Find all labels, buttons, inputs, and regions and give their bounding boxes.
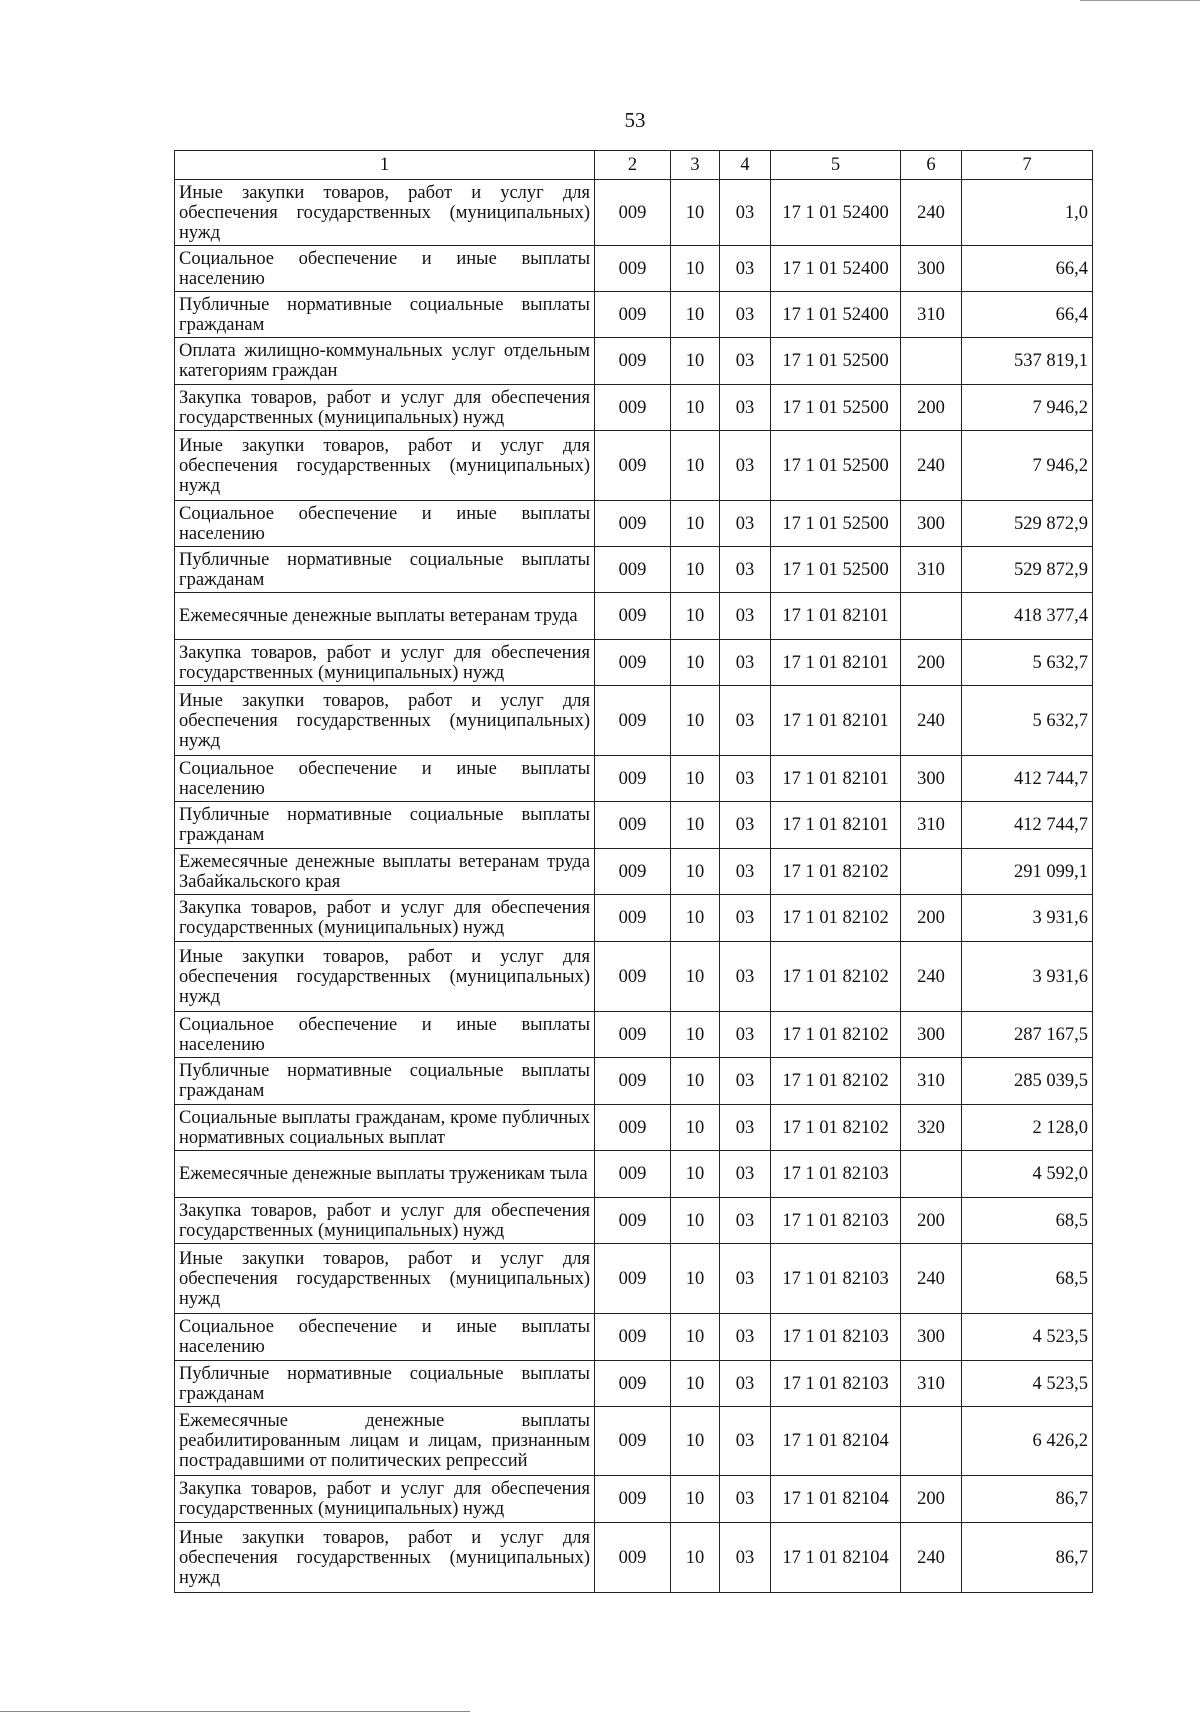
subsection-cell: 03 — [720, 180, 771, 246]
expense-type-cell — [901, 1151, 962, 1198]
expense-type-cell: 300 — [901, 1314, 962, 1361]
expense-type-cell: 310 — [901, 802, 962, 849]
section-cell: 10 — [671, 385, 720, 431]
gov-code-cell: 009 — [595, 1151, 671, 1198]
section-cell: 10 — [671, 547, 720, 593]
gov-code-cell: 009 — [595, 1361, 671, 1407]
row-name-cell: Закупка товаров, работ и услуг для обеспечения государственных (муниципальных) нужд — [175, 1198, 595, 1244]
amount-cell: 6 426,2 — [962, 1407, 1093, 1476]
column-header: 6 — [901, 151, 962, 180]
target-article-cell: 17 1 01 82102 — [771, 1012, 901, 1058]
table-row — [175, 849, 1093, 895]
table-body — [175, 180, 1093, 1593]
table-row — [175, 338, 1093, 385]
table-row — [175, 802, 1093, 849]
column-header: 4 — [720, 151, 771, 180]
target-article-cell: 17 1 01 82104 — [771, 1523, 901, 1593]
target-article-cell: 17 1 01 82102 — [771, 942, 901, 1012]
section-cell: 10 — [671, 686, 720, 756]
expense-type-cell — [901, 1407, 962, 1476]
subsection-cell: 03 — [720, 1523, 771, 1593]
subsection-cell: 03 — [720, 1361, 771, 1407]
budget-table — [174, 150, 1093, 1593]
row-name-cell: Социальное обеспечение и иные выплаты населению — [175, 501, 595, 547]
target-article-cell: 17 1 01 82104 — [771, 1407, 901, 1476]
amount-cell: 3 931,6 — [962, 895, 1093, 942]
gov-code-cell: 009 — [595, 501, 671, 547]
target-article-cell: 17 1 01 82101 — [771, 640, 901, 686]
target-article-cell: 17 1 01 52400 — [771, 246, 901, 292]
gov-code-cell: 009 — [595, 895, 671, 942]
column-header: 5 — [771, 151, 901, 180]
expense-type-cell: 310 — [901, 547, 962, 593]
amount-cell: 412 744,7 — [962, 756, 1093, 802]
row-name-cell: Публичные нормативные социальные выплаты гражданам — [175, 802, 595, 849]
row-name-cell: Иные закупки товаров, работ и услуг для обеспечения государственных (муниципальных) нужд — [175, 431, 595, 501]
section-cell: 10 — [671, 1314, 720, 1361]
table-row — [175, 431, 1093, 501]
table-row — [175, 292, 1093, 338]
scan-edge-line — [1080, 0, 1200, 1]
gov-code-cell: 009 — [595, 431, 671, 501]
subsection-cell: 03 — [720, 802, 771, 849]
row-name-cell: Социальные выплаты гражданам, кроме публичных нормативных социальных выплат — [175, 1105, 595, 1151]
table-row — [175, 501, 1093, 547]
expense-type-cell: 300 — [901, 1012, 962, 1058]
target-article-cell: 17 1 01 82101 — [771, 593, 901, 640]
subsection-cell: 03 — [720, 1012, 771, 1058]
expense-type-cell — [901, 593, 962, 640]
subsection-cell: 03 — [720, 246, 771, 292]
target-article-cell: 17 1 01 52400 — [771, 180, 901, 246]
gov-code-cell: 009 — [595, 686, 671, 756]
subsection-cell: 03 — [720, 1105, 771, 1151]
gov-code-cell: 009 — [595, 180, 671, 246]
subsection-cell: 03 — [720, 1407, 771, 1476]
section-cell: 10 — [671, 1476, 720, 1523]
row-name-cell: Социальное обеспечение и иные выплаты населению — [175, 246, 595, 292]
section-cell: 10 — [671, 1244, 720, 1314]
subsection-cell: 03 — [720, 431, 771, 501]
column-header: 3 — [671, 151, 720, 180]
subsection-cell: 03 — [720, 849, 771, 895]
amount-cell: 66,4 — [962, 246, 1093, 292]
row-name-cell: Ежемесячные денежные выплаты реабилитированным лицам и лицам, признанным пострадавшими от политических репрессий — [175, 1407, 595, 1476]
row-name-cell: Ежемесячные денежные выплаты ветеранам труда — [175, 593, 595, 640]
subsection-cell: 03 — [720, 1476, 771, 1523]
amount-cell: 285 039,5 — [962, 1058, 1093, 1105]
target-article-cell: 17 1 01 52500 — [771, 547, 901, 593]
amount-cell: 1,0 — [962, 180, 1093, 246]
table-row — [175, 1151, 1093, 1198]
section-cell: 10 — [671, 431, 720, 501]
expense-type-cell: 200 — [901, 1198, 962, 1244]
subsection-cell: 03 — [720, 547, 771, 593]
amount-cell: 68,5 — [962, 1244, 1093, 1314]
table-row — [175, 385, 1093, 431]
amount-cell: 287 167,5 — [962, 1012, 1093, 1058]
gov-code-cell: 009 — [595, 385, 671, 431]
gov-code-cell: 009 — [595, 942, 671, 1012]
target-article-cell: 17 1 01 82102 — [771, 849, 901, 895]
gov-code-cell: 009 — [595, 547, 671, 593]
table-row — [175, 1012, 1093, 1058]
section-cell: 10 — [671, 802, 720, 849]
amount-cell: 412 744,7 — [962, 802, 1093, 849]
amount-cell: 529 872,9 — [962, 547, 1093, 593]
expense-type-cell: 300 — [901, 246, 962, 292]
target-article-cell: 17 1 01 82104 — [771, 1476, 901, 1523]
row-name-cell: Социальное обеспечение и иные выплаты населению — [175, 1012, 595, 1058]
amount-cell: 68,5 — [962, 1198, 1093, 1244]
section-cell: 10 — [671, 180, 720, 246]
expense-type-cell: 200 — [901, 640, 962, 686]
section-cell: 10 — [671, 1105, 720, 1151]
subsection-cell: 03 — [720, 942, 771, 1012]
row-name-cell: Иные закупки товаров, работ и услуг для обеспечения государственных (муниципальных) нужд — [175, 1244, 595, 1314]
subsection-cell: 03 — [720, 385, 771, 431]
table-row — [175, 1523, 1093, 1593]
expense-type-cell: 240 — [901, 431, 962, 501]
row-name-cell: Иные закупки товаров, работ и услуг для обеспечения государственных (муниципальных) нужд — [175, 1523, 595, 1593]
expense-type-cell: 240 — [901, 942, 962, 1012]
table-row — [175, 1198, 1093, 1244]
target-article-cell: 17 1 01 82103 — [771, 1151, 901, 1198]
target-article-cell: 17 1 01 82102 — [771, 1105, 901, 1151]
amount-cell: 5 632,7 — [962, 686, 1093, 756]
column-header: 1 — [175, 151, 595, 180]
row-name-cell: Закупка товаров, работ и услуг для обеспечения государственных (муниципальных) нужд — [175, 895, 595, 942]
row-name-cell: Иные закупки товаров, работ и услуг для обеспечения государственных (муниципальных) нужд — [175, 942, 595, 1012]
amount-cell: 2 128,0 — [962, 1105, 1093, 1151]
section-cell: 10 — [671, 1198, 720, 1244]
subsection-cell: 03 — [720, 756, 771, 802]
row-name-cell: Публичные нормативные социальные выплаты гражданам — [175, 547, 595, 593]
table-row — [175, 686, 1093, 756]
expense-type-cell: 320 — [901, 1105, 962, 1151]
subsection-cell: 03 — [720, 501, 771, 547]
section-cell: 10 — [671, 501, 720, 547]
table-row — [175, 640, 1093, 686]
expense-type-cell — [901, 338, 962, 385]
expense-type-cell: 310 — [901, 292, 962, 338]
subsection-cell: 03 — [720, 1151, 771, 1198]
gov-code-cell: 009 — [595, 292, 671, 338]
row-name-cell: Социальное обеспечение и иные выплаты населению — [175, 756, 595, 802]
expense-type-cell: 240 — [901, 1523, 962, 1593]
target-article-cell: 17 1 01 82101 — [771, 802, 901, 849]
gov-code-cell: 009 — [595, 1198, 671, 1244]
table-header-row — [175, 151, 1093, 180]
row-name-cell: Иные закупки товаров, работ и услуг для обеспечения государственных (муниципальных) нужд — [175, 180, 595, 246]
section-cell: 10 — [671, 593, 720, 640]
table-row — [175, 942, 1093, 1012]
subsection-cell: 03 — [720, 1058, 771, 1105]
row-name-cell: Ежемесячные денежные выплаты ветеранам труда Забайкальского края — [175, 849, 595, 895]
target-article-cell: 17 1 01 82101 — [771, 686, 901, 756]
section-cell: 10 — [671, 1361, 720, 1407]
section-cell: 10 — [671, 640, 720, 686]
column-header: 2 — [595, 151, 671, 180]
amount-cell: 3 931,6 — [962, 942, 1093, 1012]
row-name-cell: Закупка товаров, работ и услуг для обеспечения государственных (муниципальных) нужд — [175, 385, 595, 431]
expense-type-cell: 240 — [901, 1244, 962, 1314]
table-row — [175, 547, 1093, 593]
row-name-cell: Закупка товаров, работ и услуг для обеспечения государственных (муниципальных) нужд — [175, 640, 595, 686]
gov-code-cell: 009 — [595, 1105, 671, 1151]
expense-type-cell: 300 — [901, 501, 962, 547]
row-name-cell: Публичные нормативные социальные выплаты гражданам — [175, 1361, 595, 1407]
table-row — [175, 593, 1093, 640]
section-cell: 10 — [671, 1407, 720, 1476]
table-row — [175, 1244, 1093, 1314]
section-cell: 10 — [671, 338, 720, 385]
expense-type-cell: 310 — [901, 1361, 962, 1407]
gov-code-cell: 009 — [595, 1012, 671, 1058]
target-article-cell: 17 1 01 52500 — [771, 338, 901, 385]
gov-code-cell: 009 — [595, 1058, 671, 1105]
table-row — [175, 180, 1093, 246]
scan-edge-line — [0, 1711, 470, 1712]
expense-type-cell: 240 — [901, 686, 962, 756]
gov-code-cell: 009 — [595, 1244, 671, 1314]
table-row — [175, 1476, 1093, 1523]
gov-code-cell: 009 — [595, 1476, 671, 1523]
subsection-cell: 03 — [720, 338, 771, 385]
section-cell: 10 — [671, 1523, 720, 1593]
amount-cell: 4 523,5 — [962, 1314, 1093, 1361]
target-article-cell: 17 1 01 82101 — [771, 756, 901, 802]
subsection-cell: 03 — [720, 686, 771, 756]
page-number: 53 — [624, 108, 646, 132]
expense-type-cell: 200 — [901, 385, 962, 431]
amount-cell: 418 377,4 — [962, 593, 1093, 640]
gov-code-cell: 009 — [595, 1523, 671, 1593]
table-row — [175, 895, 1093, 942]
target-article-cell: 17 1 01 52500 — [771, 385, 901, 431]
gov-code-cell: 009 — [595, 849, 671, 895]
target-article-cell: 17 1 01 82102 — [771, 1058, 901, 1105]
subsection-cell: 03 — [720, 640, 771, 686]
amount-cell: 7 946,2 — [962, 385, 1093, 431]
table-row — [175, 756, 1093, 802]
target-article-cell: 17 1 01 82103 — [771, 1314, 901, 1361]
table-row — [175, 1407, 1093, 1476]
section-cell: 10 — [671, 895, 720, 942]
table-row — [175, 1058, 1093, 1105]
row-name-cell: Социальное обеспечение и иные выплаты населению — [175, 1314, 595, 1361]
target-article-cell: 17 1 01 82102 — [771, 895, 901, 942]
target-article-cell: 17 1 01 82103 — [771, 1244, 901, 1314]
section-cell: 10 — [671, 292, 720, 338]
amount-cell: 4 523,5 — [962, 1361, 1093, 1407]
table-row — [175, 246, 1093, 292]
subsection-cell: 03 — [720, 1198, 771, 1244]
section-cell: 10 — [671, 246, 720, 292]
subsection-cell: 03 — [720, 1244, 771, 1314]
section-cell: 10 — [671, 756, 720, 802]
expense-type-cell: 310 — [901, 1058, 962, 1105]
target-article-cell: 17 1 01 52400 — [771, 292, 901, 338]
gov-code-cell: 009 — [595, 1407, 671, 1476]
subsection-cell: 03 — [720, 895, 771, 942]
section-cell: 10 — [671, 849, 720, 895]
target-article-cell: 17 1 01 82103 — [771, 1198, 901, 1244]
gov-code-cell: 009 — [595, 593, 671, 640]
amount-cell: 86,7 — [962, 1476, 1093, 1523]
subsection-cell: 03 — [720, 593, 771, 640]
amount-cell: 86,7 — [962, 1523, 1093, 1593]
expense-type-cell: 200 — [901, 895, 962, 942]
expense-type-cell: 300 — [901, 756, 962, 802]
expense-type-cell — [901, 849, 962, 895]
amount-cell: 291 099,1 — [962, 849, 1093, 895]
table-row — [175, 1105, 1093, 1151]
gov-code-cell: 009 — [595, 756, 671, 802]
expense-type-cell: 240 — [901, 180, 962, 246]
gov-code-cell: 009 — [595, 1314, 671, 1361]
target-article-cell: 17 1 01 82103 — [771, 1361, 901, 1407]
table-row — [175, 1314, 1093, 1361]
table-row — [175, 1361, 1093, 1407]
gov-code-cell: 009 — [595, 640, 671, 686]
gov-code-cell: 009 — [595, 802, 671, 849]
section-cell: 10 — [671, 1012, 720, 1058]
subsection-cell: 03 — [720, 292, 771, 338]
section-cell: 10 — [671, 1151, 720, 1198]
amount-cell: 529 872,9 — [962, 501, 1093, 547]
amount-cell: 66,4 — [962, 292, 1093, 338]
gov-code-cell: 009 — [595, 338, 671, 385]
row-name-cell: Закупка товаров, работ и услуг для обеспечения государственных (муниципальных) нужд — [175, 1476, 595, 1523]
expense-type-cell: 200 — [901, 1476, 962, 1523]
column-header: 7 — [962, 151, 1093, 180]
amount-cell: 4 592,0 — [962, 1151, 1093, 1198]
target-article-cell: 17 1 01 52500 — [771, 501, 901, 547]
row-name-cell: Ежемесячные денежные выплаты труженикам тыла — [175, 1151, 595, 1198]
amount-cell: 5 632,7 — [962, 640, 1093, 686]
row-name-cell: Иные закупки товаров, работ и услуг для обеспечения государственных (муниципальных) нужд — [175, 686, 595, 756]
row-name-cell: Оплата жилищно-коммунальных услуг отдельным категориям граждан — [175, 338, 595, 385]
subsection-cell: 03 — [720, 1314, 771, 1361]
amount-cell: 537 819,1 — [962, 338, 1093, 385]
target-article-cell: 17 1 01 52500 — [771, 431, 901, 501]
row-name-cell: Публичные нормативные социальные выплаты гражданам — [175, 1058, 595, 1105]
row-name-cell: Публичные нормативные социальные выплаты гражданам — [175, 292, 595, 338]
section-cell: 10 — [671, 942, 720, 1012]
amount-cell: 7 946,2 — [962, 431, 1093, 501]
section-cell: 10 — [671, 1058, 720, 1105]
gov-code-cell: 009 — [595, 246, 671, 292]
